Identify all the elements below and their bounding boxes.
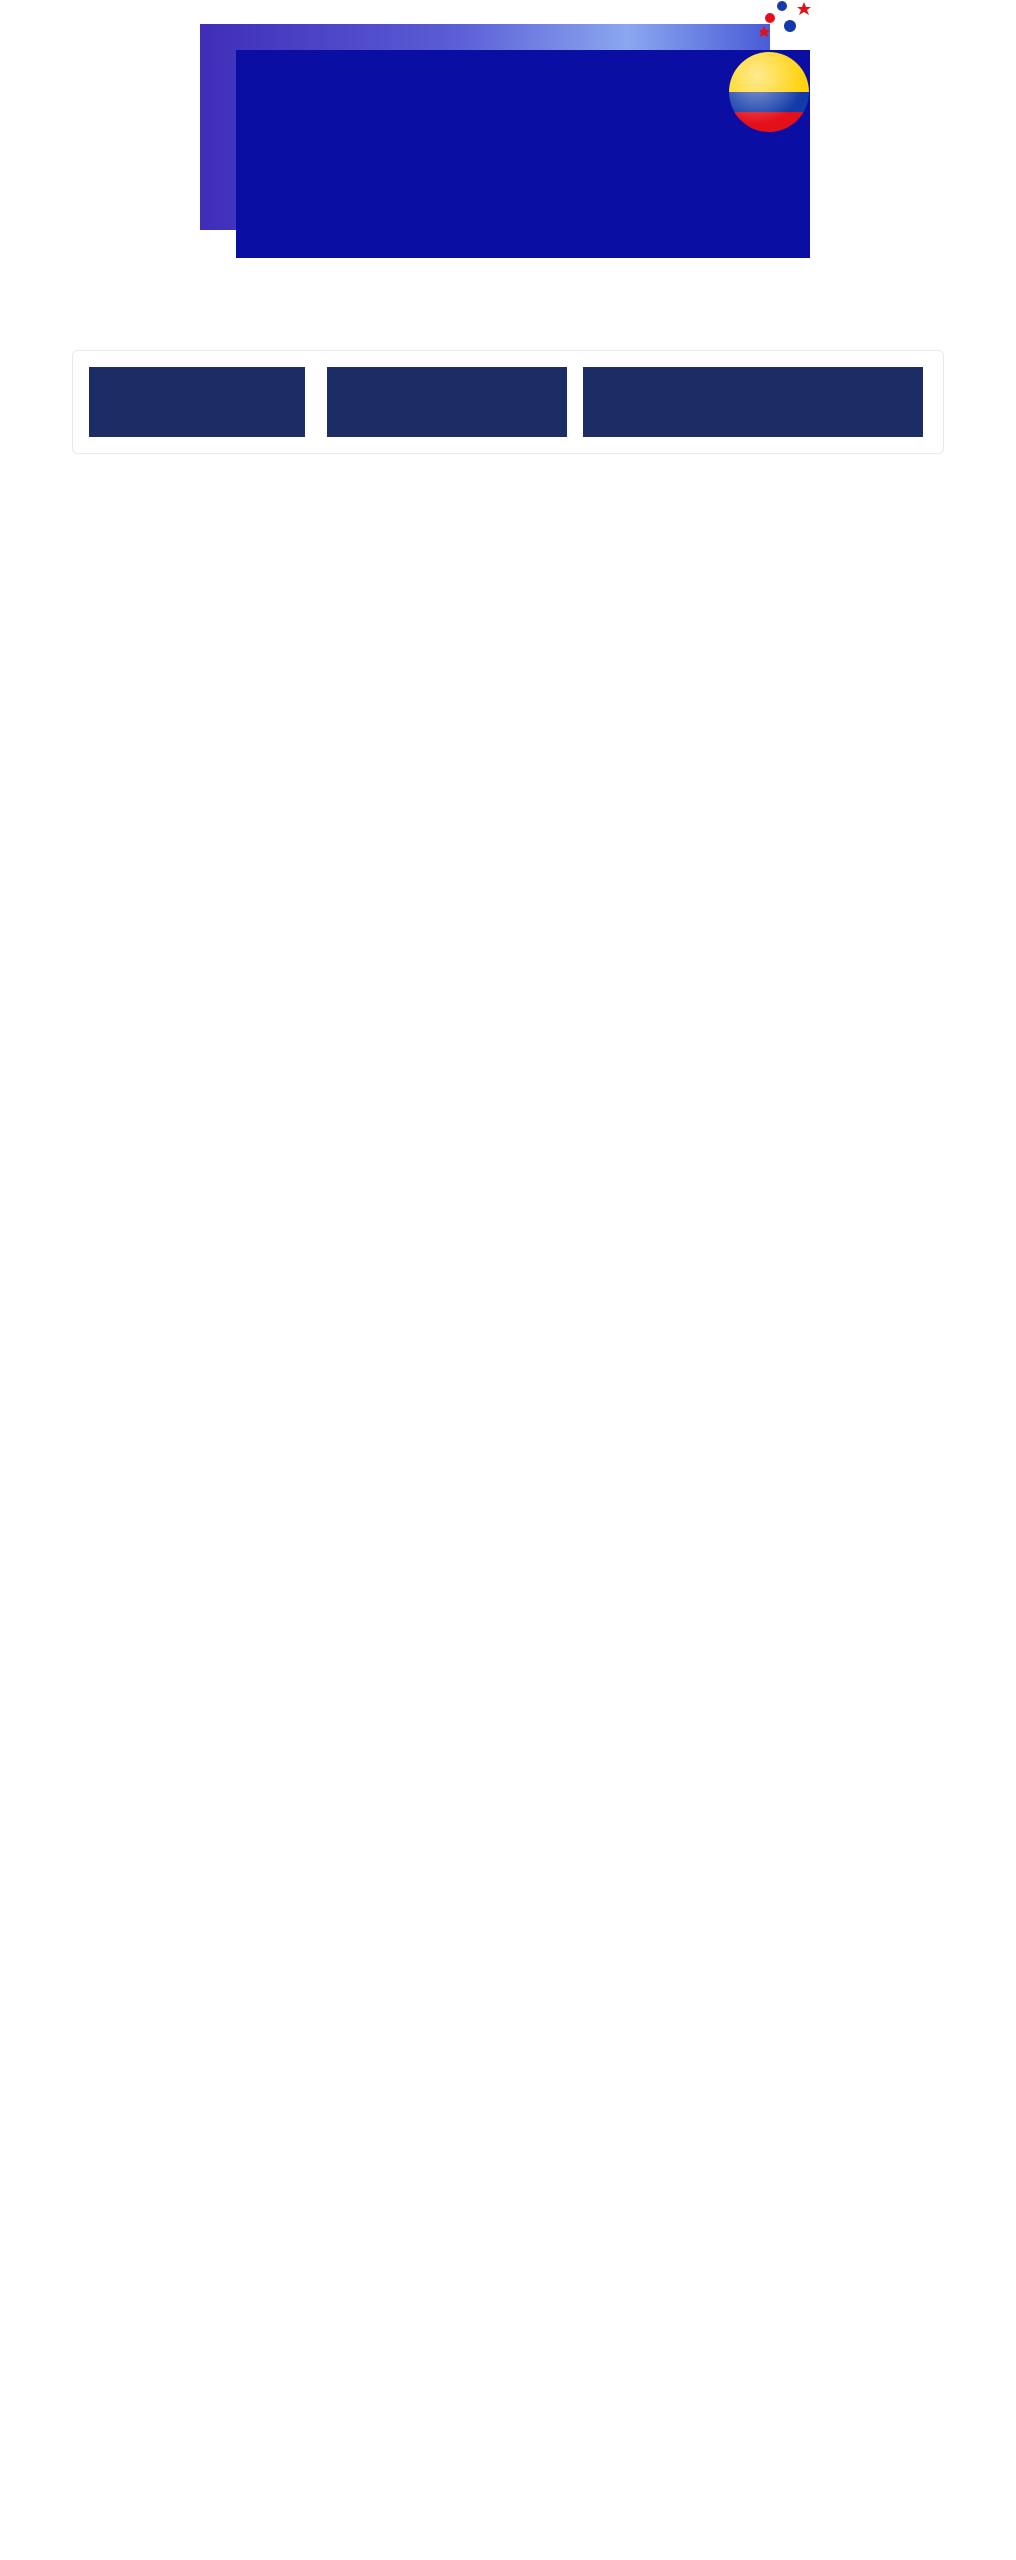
header-keno <box>89 367 305 437</box>
header-aciertos <box>327 367 567 437</box>
header-veces <box>583 367 923 437</box>
confetti-icon <box>760 0 820 50</box>
flag-ball-icon <box>724 44 814 134</box>
header-card <box>72 350 944 454</box>
banner <box>200 24 820 264</box>
